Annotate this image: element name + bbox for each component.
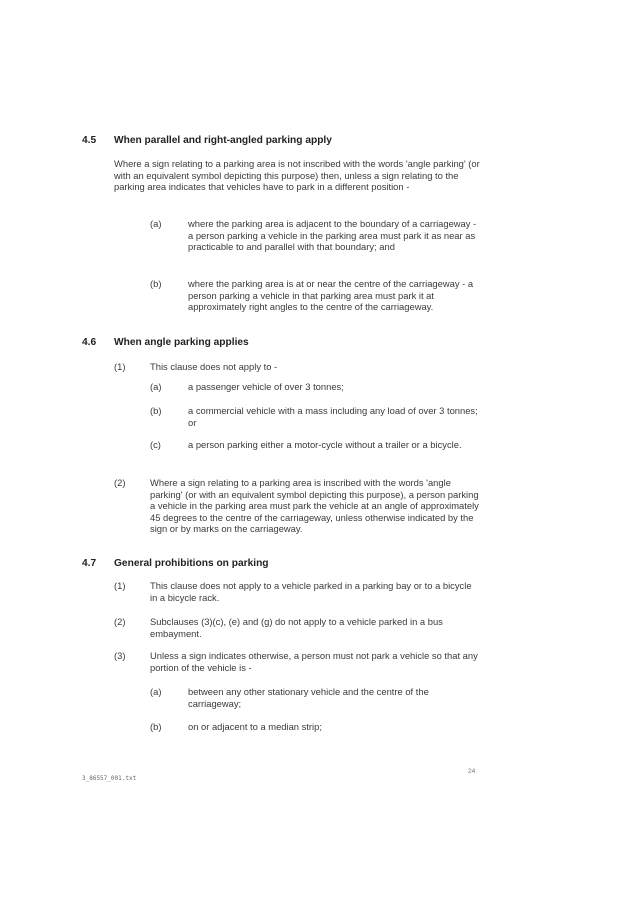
clause-label: (2) [114, 477, 126, 488]
clause-text: Where a sign relating to a parking area is inscribed with the words 'angle parking' (or with an equivalent symbol depicting this purpose), a person parking a vehicle in the parking area must park the vehicle at an angle of approximately 45 degrees to the centre of the carriageway, unless otherwise indicated by the sign or by marks on the carriageway. [150, 477, 479, 535]
item-text: on or adjacent to a median strip; [188, 721, 322, 732]
item-label: (b) [150, 405, 162, 416]
page-number: 24 [468, 768, 476, 775]
section-heading: When parallel and right-angled parking apply [114, 135, 332, 146]
item-label: (a) [150, 381, 162, 392]
clause-text: This clause does not apply to a vehicle parked in a parking bay or to a bicycle in a bicycle rack. [150, 580, 472, 603]
clause-label: (1) [114, 580, 126, 591]
item-text: a person parking either a motor-cycle without a trailer or a bicycle. [188, 439, 462, 450]
item-label: (c) [150, 439, 161, 450]
document-id: 3_86557_001.txt [82, 775, 137, 782]
clause-label: (1) [114, 361, 126, 372]
clause-text: Subclauses (3)(c), (e) and (g) do not apply to a vehicle parked in a bus embayment. [150, 616, 443, 639]
item-text: where the parking area is at or near the centre of the carriageway - a person parking a vehicle in that parking area must park it at approximately right angles to the centre of the carriageway. [188, 278, 474, 313]
item-label: (a) [150, 218, 162, 229]
clause-text: Unless a sign indicates otherwise, a person must not park a vehicle so that any portion of the vehicle is - [150, 650, 478, 673]
section-intro-paragraph: Where a sign relating to a parking area is not inscribed with the words 'angle parking' (or with an equivalent symbol depicting this purpose) then, unless a sign relating to the parking area indicates that vehicles have to park in a different position - [114, 158, 480, 193]
item-label: (b) [150, 278, 162, 289]
item-text: between any other stationary vehicle and the centre of the carriageway; [188, 686, 429, 709]
section-number: 4.7 [82, 558, 97, 569]
item-text: a passenger vehicle of over 3 tonnes; [188, 381, 344, 392]
section-number: 4.6 [82, 337, 97, 348]
section-heading: When angle parking applies [114, 337, 249, 348]
section-number: 4.5 [82, 135, 97, 146]
section-heading: General prohibitions on parking [114, 558, 269, 569]
item-label: (a) [150, 686, 162, 697]
clause-text: This clause does not apply to - [150, 361, 278, 372]
item-text: a commercial vehicle with a mass including any load of over 3 tonnes; or [188, 405, 478, 428]
clause-label: (2) [114, 616, 126, 627]
item-label: (b) [150, 721, 162, 732]
item-text: where the parking area is adjacent to the boundary of a carriageway - a person parking a vehicle in the parking area must park it as near as practicable to and parallel with that boundary; and [188, 218, 477, 253]
clause-label: (3) [114, 650, 126, 661]
